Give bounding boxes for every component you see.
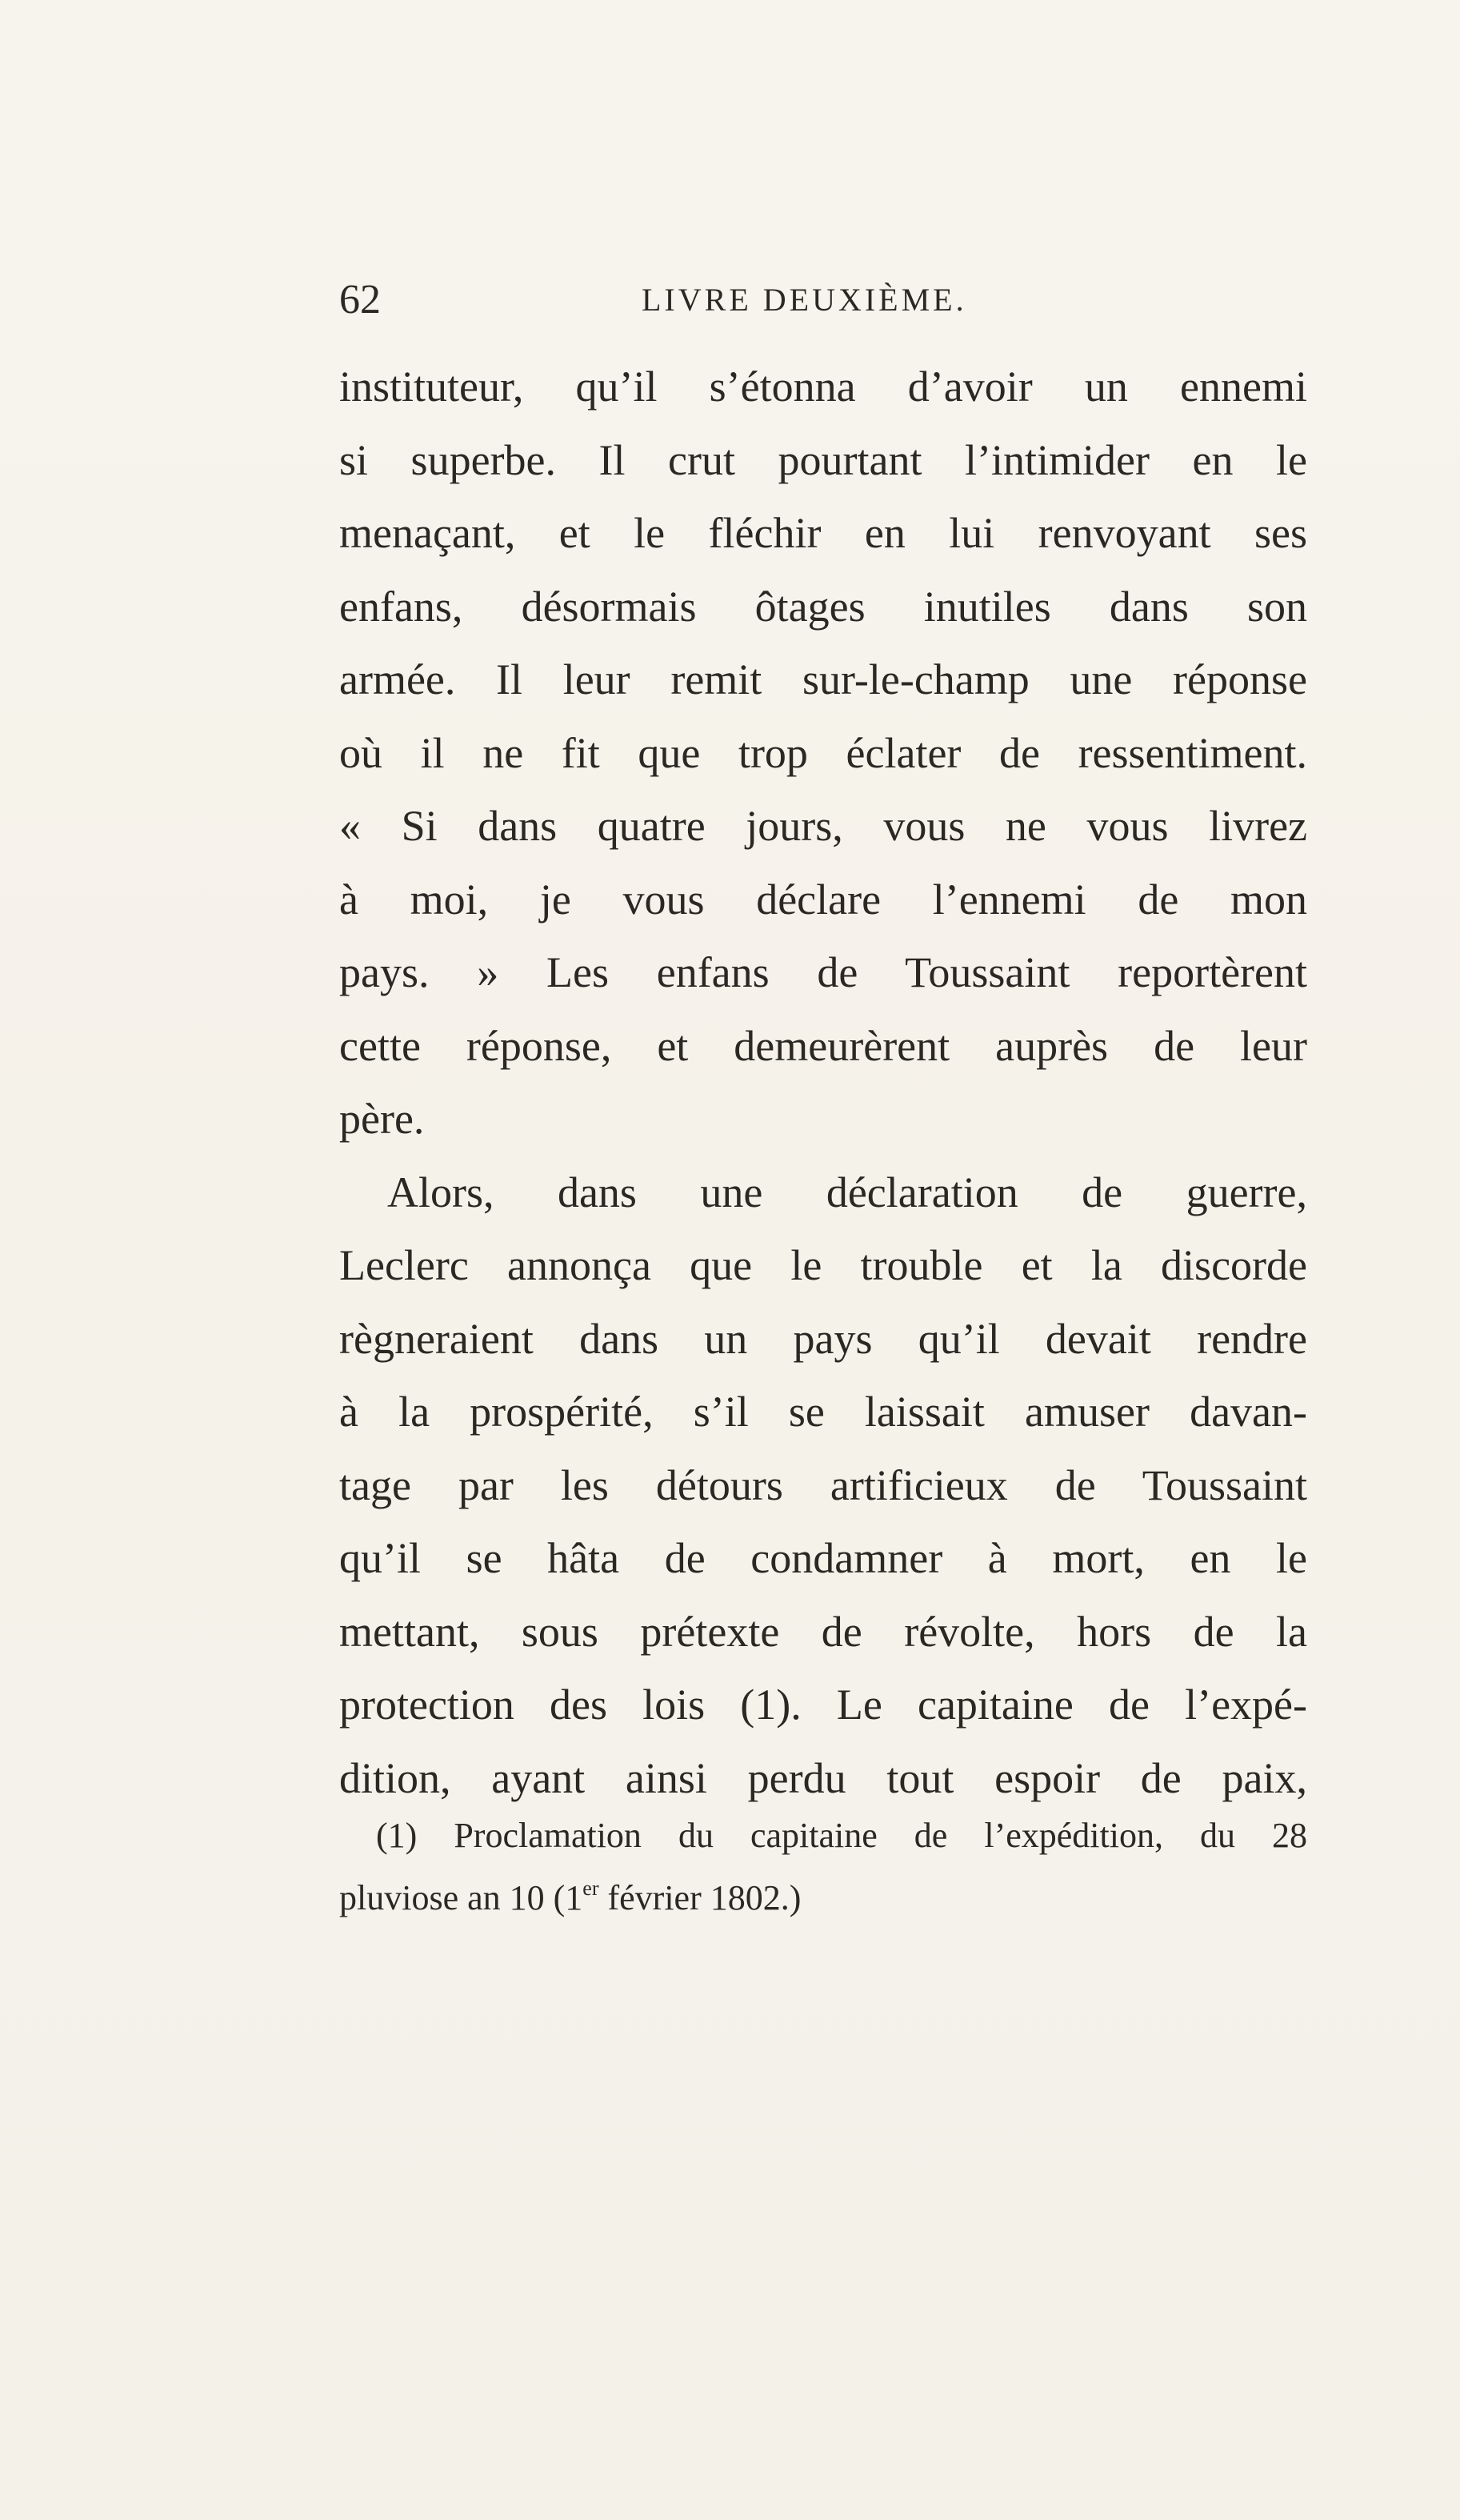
text-line: instituteur, qu’il s’étonna d’avoir un ennemi <box>339 363 1307 411</box>
text-line: Alors, dans une déclaration de guerre, <box>387 1168 1307 1216</box>
footnote-line <box>339 1867 1307 1929</box>
running-title: LIVRE DEUXIÈME. <box>642 282 967 318</box>
text-line: menaçant, et le fléchir en lui renvoyant ses <box>339 509 1307 557</box>
footnote-superscript: er <box>582 1877 599 1900</box>
text-line: armée. Il leur remit sur-le-champ une réponse <box>339 655 1307 703</box>
text-line: mettant, sous prétexte de révolte, hors de la <box>339 1607 1307 1656</box>
footnote-text: février 1802.) <box>598 1878 802 1917</box>
text-line: qu’il se hâta de condamner à mort, en le <box>339 1534 1307 1582</box>
text-line: règneraient dans un pays qu’il devait rendre <box>339 1314 1307 1363</box>
text-line: si superbe. Il crut pourtant l’intimider en le <box>339 435 1307 484</box>
footnote <box>339 1805 1307 1929</box>
page-header <box>339 272 1299 328</box>
text-line: où il ne fit que trop éclater de ressentiment. <box>339 728 1307 777</box>
text-line: père. <box>339 1095 425 1143</box>
text-line: tage par les détours artificieux de Toussaint <box>339 1460 1307 1509</box>
text-line: cette réponse, et demeurèrent auprès de leur <box>339 1021 1307 1070</box>
page-number: 62 <box>339 277 381 323</box>
footnote-text: pluviose an 10 (1 <box>339 1878 583 1917</box>
text-line: « Si dans quatre jours, vous ne vous livrez <box>339 802 1307 850</box>
text-line: à la prospérité, s’il se laissait amuser davan- <box>339 1388 1307 1436</box>
text-line: Leclerc annonça que le trouble et la discorde <box>339 1241 1307 1289</box>
text-line: enfans, désormais ôtages inutiles dans son <box>339 582 1307 631</box>
body-text <box>339 351 1307 1815</box>
text-line: pays. » Les enfans de Toussaint reportèrent <box>339 948 1307 996</box>
text-line: à moi, je vous déclare l’ennemi de mon <box>339 875 1307 923</box>
text-line: dition, ayant ainsi perdu tout espoir de paix, <box>339 1753 1307 1802</box>
footnote-line: (1) Proclamation du capitaine de l’expédition, du 28 <box>376 1816 1307 1855</box>
text-line: protection des lois (1). Le capitaine de l’expé- <box>339 1681 1307 1729</box>
